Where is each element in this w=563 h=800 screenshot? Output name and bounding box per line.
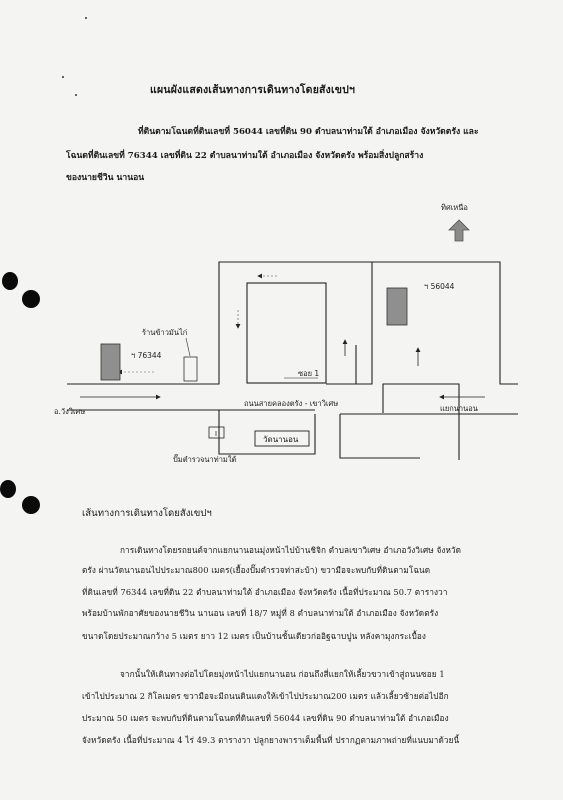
police-label: ปั๊มตำรวจนาท่ามใต้ — [173, 455, 237, 464]
soi-label: ซอย 1 — [298, 369, 320, 378]
paragraph2-line-3: ประมาณ 50 เมตร จะพบกับที่ดินตามโฉนดที่ดินเลขที่ 56044 เลขที่ดิน 90 ตำบลนาท่ามใต้ อำเภอเมือง — [82, 713, 449, 723]
paragraph1-line-5: ขนาดโดยประมาณกว้าง 5 เมตร ยาว 12 เมตร เป็นบ้านชั้นเดียวก่ออิฐฉาบปูน หลังคามุงกระเบื้อง — [82, 631, 426, 641]
left-place-label: อ.วังวิเศษ — [54, 407, 86, 416]
plot-56044-label: ฯ 56044 — [424, 282, 455, 291]
main-road-label: ถนนสายคลองตรัง - เขาวิเศษ — [244, 399, 339, 408]
rice-shop-box — [184, 357, 197, 381]
section-title: เส้นทางการเดินทางโดยสังเขปฯ — [82, 508, 212, 519]
paragraph2-line-4: จังหวัดตรัง เนื้อที่ประมาณ 4 ไร่ 49.3 ตารางวา ปลูกยางพาราเต็มพื้นที่ ปรากฏตามภาพถ่ายที่แนบมาด้วยนี้ — [82, 735, 460, 745]
temple-label: วัดนานอน — [263, 435, 299, 444]
police-box — [209, 427, 224, 438]
north-arrow-icon — [449, 220, 469, 241]
paragraph1-line-1: การเดินทางโดยรถยนต์จากแยกนานอนมุ่งหน้าไปบ้านชิจิก ตำบลเขาวิเศษ อำเภอวังวิเศษ จังหวัด — [120, 545, 462, 555]
document-title: แผนผังแสดงเส้นทางการเดินทางโดยสังเขปฯ — [150, 84, 356, 96]
paragraph1-line-2: ตรัง ผ่านวัดนานอนไปประมาณ800 เมตร(เยื้องปั๊มตำรวจท่าสะบ้า) ขวามือจะพบกับที่ดินตามโฉนด — [82, 565, 431, 575]
right-place-label: แยกนานอน — [440, 404, 478, 413]
paragraph2-line-1: จากนั้นให้เดินทางต่อไปโดยมุ่งหน้าไปแยกนานอน ก่อนถึงสี่แยกให้เลี้ยวขวาเข้าสู่ถนนซอย 1 — [120, 669, 445, 679]
paragraph1-line-4: พร้อมบ้านพักอาศัยของนายชีวิน นานอน เลขที่ 18/7 หมู่ที่ 8 ตำบลนาท่ามใต้ อำเภอเมือง จังหวัดตรัง — [82, 608, 439, 618]
rice-shop-label: ร้านข้าวมันไก่ — [142, 328, 188, 337]
rice-shop-pointer — [186, 338, 190, 356]
plot-76344 — [101, 344, 120, 380]
paragraph1-line-3: ที่ดินเลขที่ 76344 เลขที่ดิน 22 ตำบลนาท่ามใต้ อำเภอเมือง จังหวัดตรัง เนื้อที่ประมาณ 50.7 ตารางวา — [82, 587, 448, 597]
intro-line-3: ของนายชีวิน นานอน — [66, 173, 145, 183]
main-road — [67, 262, 518, 460]
intro-line-1: ที่ดินตามโฉนดที่ดินเลขที่ 56044 เลขที่ดิน 90 ตำบลนาท่ามใต้ อำเภอเมือง จังหวัดตรัง และ — [138, 127, 479, 137]
intro-line-2: โฉนดที่ดินเลขที่ 76344 เลขที่ดิน 22 ตำบลนาท่ามใต้ อำเภอเมือง จังหวัดตรัง พร้อมสิ่งปลูกสร้าง — [66, 151, 424, 161]
north-label: ทิศเหนือ — [441, 203, 468, 212]
plot-56044 — [387, 288, 407, 325]
paragraph2-line-2: เข้าไปประมาณ 2 กิโลเมตร ขวามือจะมีถนนดินแดงให้เข้าไปประมาณ200 เมตร แล้วเลี้ยวซ้ายต่อไปอีก — [82, 691, 449, 701]
plot-76344-label: ฯ 76344 — [131, 351, 162, 360]
